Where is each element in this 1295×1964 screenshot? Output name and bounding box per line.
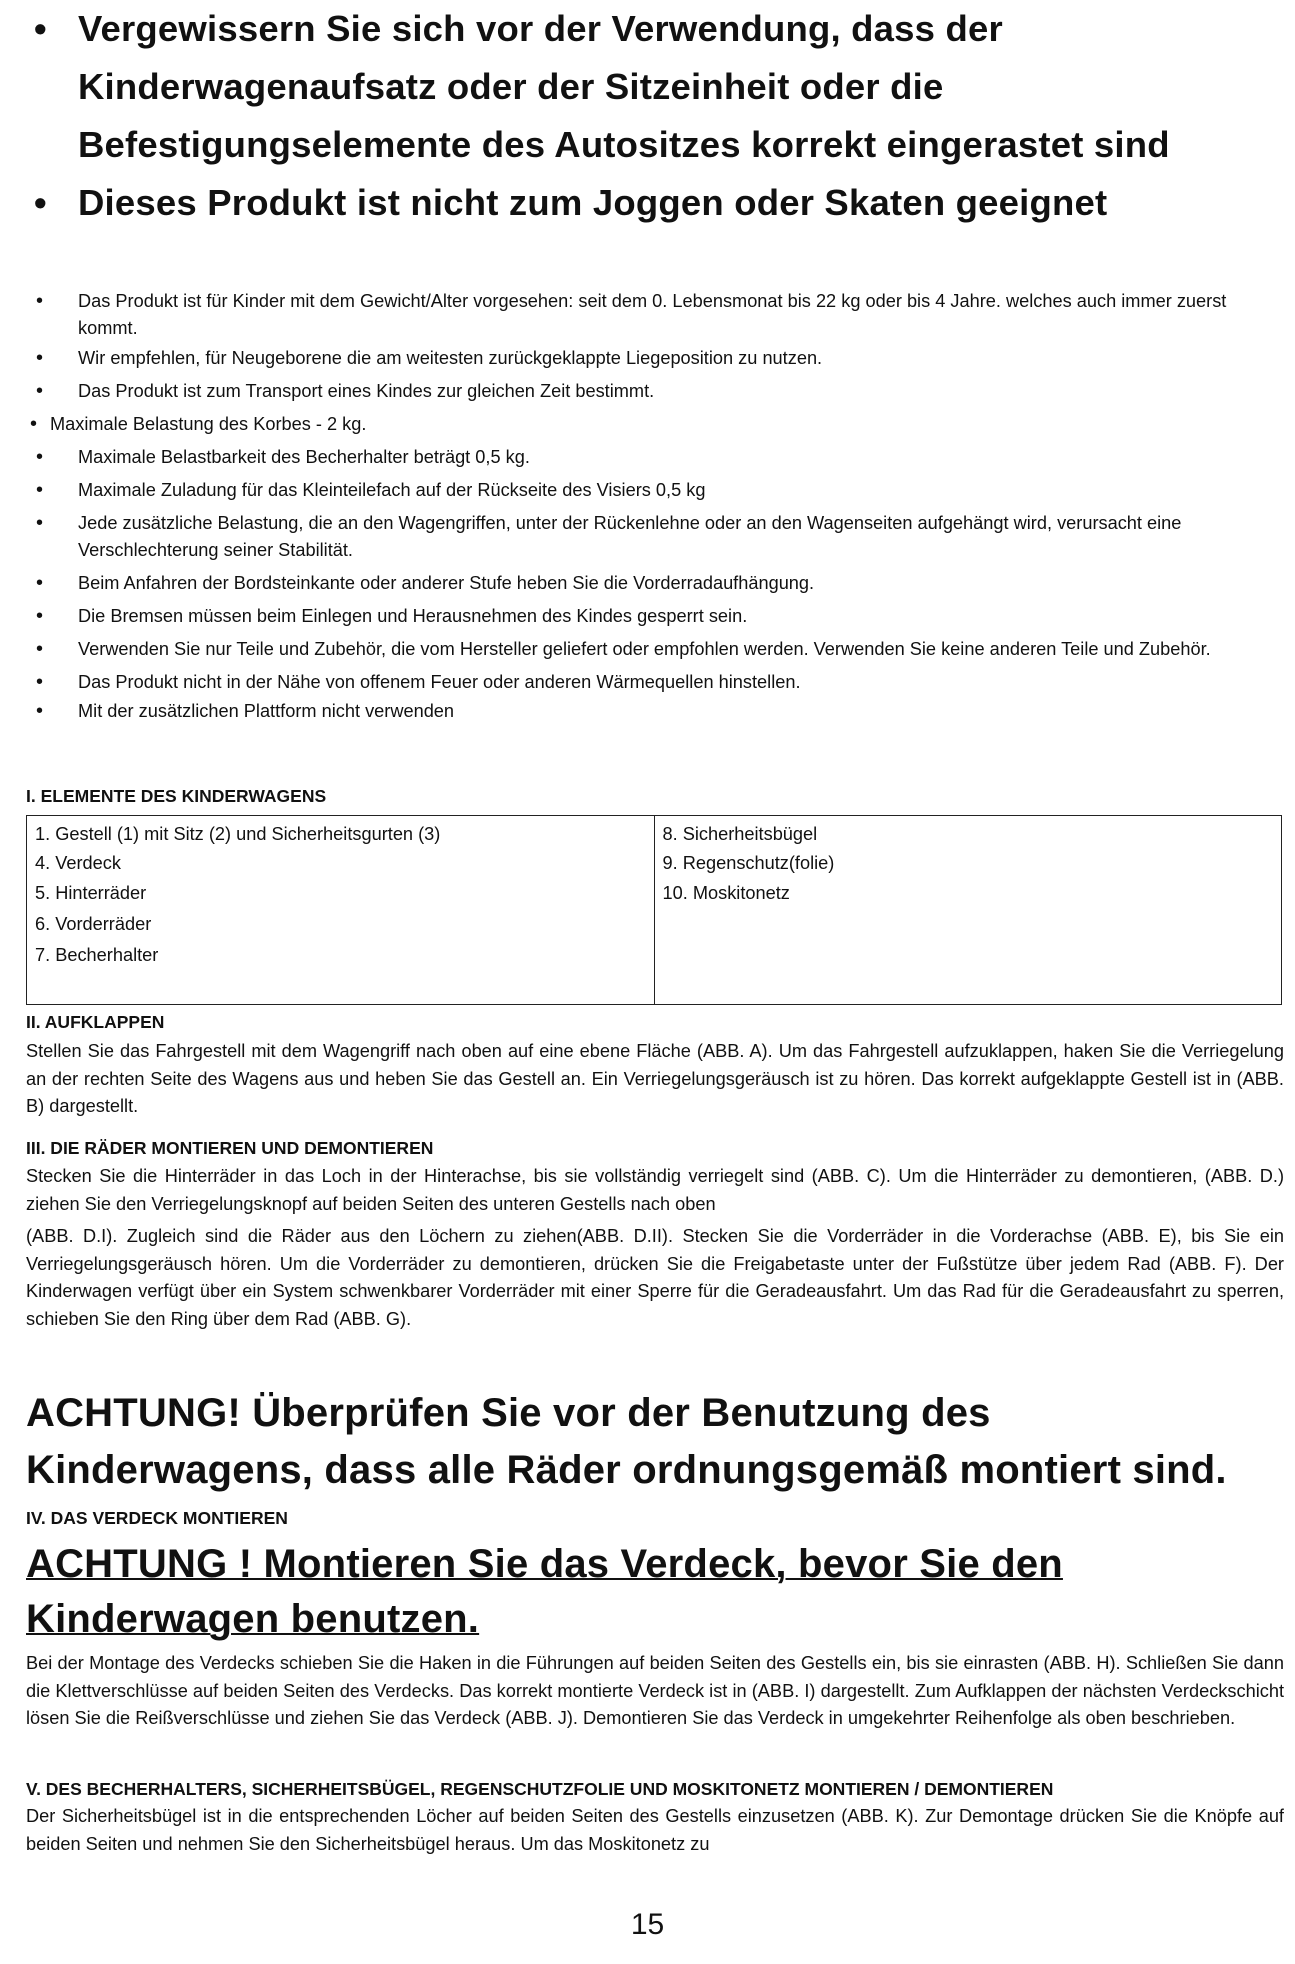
element-item: 5. Hinterräder	[35, 883, 147, 903]
list-item: • Das Produkt ist zum Transport eines Kindes zur gleichen Zeit bestimmt.	[26, 378, 1284, 405]
canopy-paragraph: Bei der Montage des Verdecks schieben Sie die Haken in die Führungen auf beiden Seiten des Gestells ein, bis sie einrasten (ABB. H). Schließen Sie dann die Klettverschlüsse auf beiden Seiten des Verdecks. Das korrekt montierte Verdeck ist in (ABB. I) dargestellt. Zum Aufklappen der nächsten Verdeckschicht lösen Sie die Reißverschlüsse und ziehen Sie das Verdeck (ABB. J). Demontieren Sie das Verdeck in umgekehrter Reihenfolge als oben beschrieben.	[26, 1653, 1284, 1728]
element-item: 4. Verdeck	[35, 853, 121, 873]
element-item: 10. Moskitonetz	[662, 883, 790, 903]
elements-table	[26, 815, 1282, 1005]
wheels-warning: ACHTUNG! Überprüfen Sie vor der Benutzung des Kinderwagens, dass alle Räder ordnungsgemäß montiert sind.	[26, 1391, 1227, 1492]
list-item: • Die Bremsen müssen beim Einlegen und Herausnehmen des Kindes gesperrt sein.	[26, 603, 1284, 630]
section-heading-unfold: II. AUFKLAPPEN	[26, 1012, 165, 1032]
list-item: • Verwenden Sie nur Teile und Zubehör, die vom Hersteller geliefert oder empfohlen werden. Verwenden Sie keine anderen Teile und Zubehör.	[26, 636, 1284, 663]
safety-notes-list	[26, 288, 1284, 731]
list-item: • Mit der zusätzlichen Plattform nicht verwenden	[26, 698, 1284, 725]
wheels-paragraph-1: Stecken Sie die Hinterräder in das Loch in der Hinterachse, bis sie vollständig verriegelt sind (ABB. C). Um die Hinterräder zu demontieren, (ABB. D.) ziehen Sie den Verriegelungsknopf auf beiden Seiten des unteren Gestells nach oben	[26, 1166, 1284, 1214]
elements-column-right	[654, 816, 1282, 1005]
section-heading-elements: I. ELEMENTE DES KINDERWAGENS	[26, 786, 327, 806]
list-item: • Das Produkt ist für Kinder mit dem Gewicht/Alter vorgesehen: seit dem 0. Lebensmonat bis 22 kg oder bis 4 Jahre. welches auch immer zuerst kommt.	[26, 288, 1284, 342]
list-item: • Wir empfehlen, für Neugeborene die am weitesten zurückgeklappte Liegeposition zu nutzen.	[26, 345, 1284, 372]
section-heading-wheels: III. DIE RÄDER MONTIEREN UND DEMONTIEREN	[26, 1138, 434, 1158]
canopy-warning: ACHTUNG ! Montieren Sie das Verdeck, bevor Sie den Kinderwagen benutzen.	[26, 1542, 1063, 1641]
accessories-paragraph: Der Sicherheitsbügel ist in die entsprechenden Löcher auf beiden Seiten des Gestells einzusetzen (ABB. K). Zur Demontage drücken Sie die Knöpfe auf beiden Seiten und nehmen Sie den Sicherheitsbügel heraus. Um das Moskitonetz zu	[26, 1806, 1284, 1854]
large-bullet: • Dieses Produkt ist nicht zum Joggen oder Skaten geeignet	[26, 174, 1284, 232]
element-item: 9. Regenschutz(folie)	[662, 853, 835, 873]
list-item: • Das Produkt nicht in der Nähe von offenem Feuer oder anderen Wärmequellen hinstellen.	[26, 669, 1284, 696]
section-heading-canopy: IV. DAS VERDECK MONTIEREN	[26, 1508, 288, 1528]
list-item: • Maximale Zuladung für das Kleinteilefach auf der Rückseite des Visiers 0,5 kg	[26, 477, 1284, 504]
page-number: 15	[630, 1908, 665, 1941]
large-warning-list	[26, 0, 1284, 232]
list-item: • Jede zusätzliche Belastung, die an den Wagengriffen, unter der Rückenlehne oder an den Wagenseiten aufgehängt wird, verursacht eine Verschlechterung seiner Stabilität.	[26, 510, 1284, 564]
element-item: 8. Sicherheitsbügel	[662, 824, 818, 844]
section-heading-accessories: V. DES BECHERHALTERS, SICHERHEITSBÜGEL, REGENSCHUTZFOLIE UND MOSKITONETZ MONTIEREN / DEMONTIEREN	[26, 1779, 1054, 1799]
element-item: 6. Vorderräder	[35, 914, 152, 934]
list-item: • Beim Anfahren der Bordsteinkante oder anderer Stufe heben Sie die Vorderradaufhängung.	[26, 570, 1284, 597]
element-item: 1. Gestell (1) mit Sitz (2) und Sicherheitsgurten (3)	[35, 824, 441, 844]
wheels-paragraph-2: (ABB. D.I). Zugleich sind die Räder aus den Löchern zu ziehen(ABB. D.II). Stecken Sie die Vorderräder in die Vorderachse (ABB. E), bis Sie ein Verriegelungsgeräusch hören. Um die Vorderräder zu demontieren, drücken Sie die Freigabetaste unter der Fußstütze über jedem Rad (ABB. F). Der Kinderwagen verfügt über ein System schwenkbarer Vorderräder mit einer Sperre für die Geradeausfahrt. Um das Rad für die Geradeausfahrt zu sperren, schieben Sie den Ring über dem Rad (ABB. G).	[26, 1226, 1284, 1329]
elements-column-left	[27, 816, 655, 1005]
element-item: 7. Becherhalter	[35, 945, 159, 965]
list-item: • Maximale Belastung des Korbes - 2 kg.	[26, 411, 1284, 438]
large-bullet: • Vergewissern Sie sich vor der Verwendung, dass der Kinderwagenaufsatz oder der Sitzeinheit oder die Befestigungselemente des Autositzes korrekt eingerastet sind	[26, 0, 1284, 174]
unfold-paragraph: Stellen Sie das Fahrgestell mit dem Wagengriff nach oben auf eine ebene Fläche (ABB. A). Um das Fahrgestell aufzuklappen, haken Sie die Verriegelung an der rechten Seite des Wagens aus und heben Sie das Gestell an. Ein Verriegelungsgeräusch ist zu hören. Das korrekt aufgeklappte Gestell ist in (ABB. B) dargestellt.	[26, 1041, 1284, 1116]
list-item: • Maximale Belastbarkeit des Becherhalter beträgt 0,5 kg.	[26, 444, 1284, 471]
